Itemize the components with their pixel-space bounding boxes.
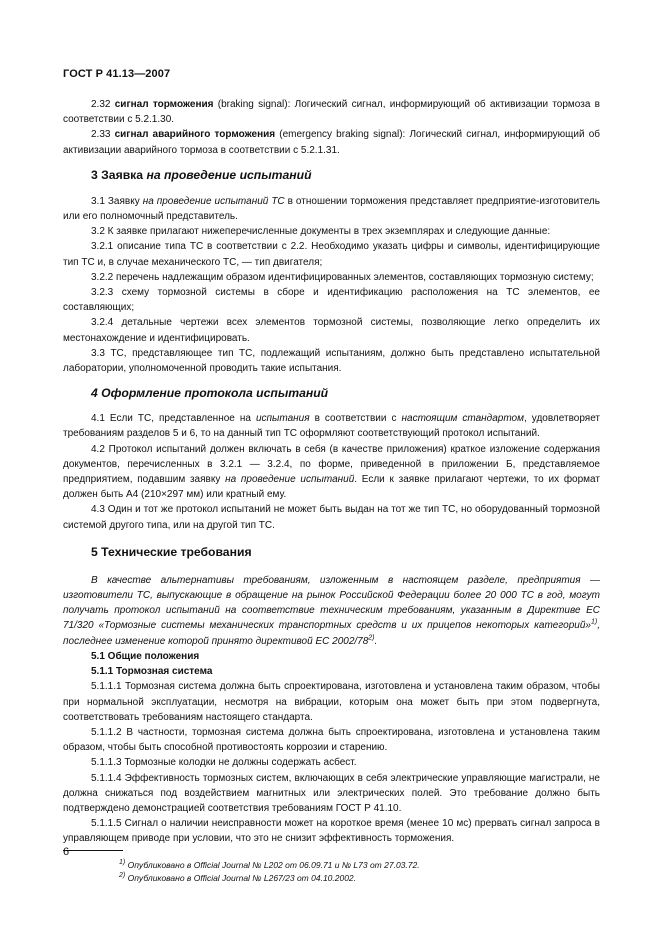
section-4-heading: 4 Оформление протокола испытаний	[91, 386, 329, 401]
footnote-divider	[63, 850, 123, 851]
paragraph-5-1-1-4: 5.1.1.4 Эффективность тормозных систем, включающих в себя электрические управляющие магистрали, не должна снижаться под воздействием магнитных или электрических полей. Это требование должно быть подтверждено демонстрацией соответствия требованиям ГОСТ Р 41.10.	[63, 772, 600, 814]
paragraph-5-1-1-3: 5.1.1.3 Тормозные колодки не должны содержать асбест.	[91, 757, 357, 769]
paragraph-3-2-3: 3.2.3 схему тормозной системы в сборе и идентификацию расположения на ТС элементов, ее составляющих;	[63, 287, 600, 314]
footnote-ref-1: 1)	[590, 619, 598, 627]
paragraph-3-2-4: 3.2.4 детальные чертежи всех элементов тормозной системы, позволяющие легко определить их местонахождение и идентифицировать.	[63, 317, 600, 344]
footnote-ref-2: 2)	[368, 634, 375, 642]
alternative-requirements-note: В качестве альтернативы требованиям, изложенным в настоящем разделе, предприятия — изготовители ТС, выпускающие в обращение на рынок Российской Федерации более 20 000 ТС в год, могут получать протокол испытаний на соответствие техническим требованиям, указанным в Директиве ЕС 71/320 «Тормозные системы механических транспортных средств и их прицепов некоторых категорий»$^{1)}$, последнее изменение которой принято директивой ЕС 2002/78$^{2)}$.	[63, 574, 600, 647]
paragraph-3-2: 3.2 К заявке прилагают нижеперечисленные документы в трех экземплярах и следующие данные:	[91, 226, 551, 238]
paragraph-5-1-1-2: 5.1.1.2 В частности, тормозная система должна быть спроектирована, изготовлена и установлена таким образом, чтобы быть способной противостоять коррозии и старению.	[63, 726, 600, 754]
term: сигнал торможения	[114, 99, 214, 110]
footnote-2: $^{2)}$ Опубликовано в Official Journal № L267/23 от 04.10.2002.	[119, 871, 357, 883]
subsection-5-1-heading: 5.1 Общие положения	[91, 650, 200, 662]
paragraph-4-1: 4.1 Если ТС, представленное на испытания в соответствии с настоящим стандартом, удовлетворяет требованиям разделов 5 и 6, то на данный тип ТС оформляют соответствующий протокол испытаний.	[63, 413, 601, 440]
page-body	[63, 97, 600, 885]
term: сигнал аварийного торможения	[114, 129, 276, 141]
paragraph-3-1: 3.1 Заявку на проведение испытаний ТС в отношении торможения представляет предприятие-изготовитель или его полномочный представитель.	[63, 195, 600, 223]
paragraph-3-2-2: 3.2.2 перечень надлежащим образом идентифицированных элементов, составляющих тормозную систему;	[91, 271, 594, 283]
definition-2-32: 2.32 сигнал торможения (braking signal): Логический сигнал, информирующий об активизации тормоза в соответствии с 5.2.1.30.	[63, 99, 600, 126]
definition-2-33: 2.33 сигнал аварийного торможения (emergency braking signal): Логический сигнал, информирующий об активизации аварийного тормоза в соответствии с 5.2.1.31.	[63, 129, 600, 156]
subsection-5-1-1-heading: 5.1.1 Тормозная система	[91, 666, 213, 678]
section-5-heading: 5 Технические требования	[91, 544, 252, 559]
section-3-heading: 3 Заявка на проведение испытаний	[91, 167, 312, 182]
page-number: 6	[63, 846, 70, 858]
paragraph-3-2-1: 3.2.1 описание типа ТС в соответствии с 2.2. Необходимо указать цифры и символы, идентифицирующие тип ТС и, в случае механического ТС, — тип двигателя;	[63, 241, 600, 268]
paragraph-3-3: 3.3 ТС, представляющее тип ТС, подлежащий испытаниям, должно быть представлено испытательной лаборатории, уполномоченной проводить такие испытания.	[63, 347, 600, 375]
paragraph-4-2: 4.2 Протокол испытаний должен включать в себя (в качестве приложения) краткое изложение содержания документов, перечисленных в 3.2.1 — 3.2.4, по форме, приведенной в приложении Б, представляемое предприятием, подавшим заявку на проведение испытаний. Если к заявке прилагают чертежи, то их формат должен быть А4 (210×297 мм) или кратный ему.	[63, 443, 600, 501]
paragraph-5-1-1-5: 5.1.1.5 Сигнал о наличии неисправности может на короткое время (менее 10 мс) прервать сигнал запроса в управляющем приводе при условии, что это не снизит эффективность торможения.	[63, 818, 600, 845]
footnote-1: $^{1)}$ Опубликовано в Official Journal № L202 от 06.09.71 и № L73 от 27.03.72.	[119, 858, 420, 870]
paragraph-4-3: 4.3 Один и тот же протокол испытаний не может быть выдан на тот же тип ТС, но оборудованный тормозной системой другого типа, или на другой тип ТС.	[63, 504, 600, 531]
paragraph-5-1-1-1: 5.1.1.1 Тормозная система должна быть спроектирована, изготовлена и установлена таким образом, чтобы при нормальной эксплуатации, несмотря на вибрации, которым она может быть при этом подвергнута, соответствовать требованиям настоящего стандарта.	[63, 681, 600, 723]
document-header: ГОСТ Р 41.13—2007	[63, 68, 171, 80]
